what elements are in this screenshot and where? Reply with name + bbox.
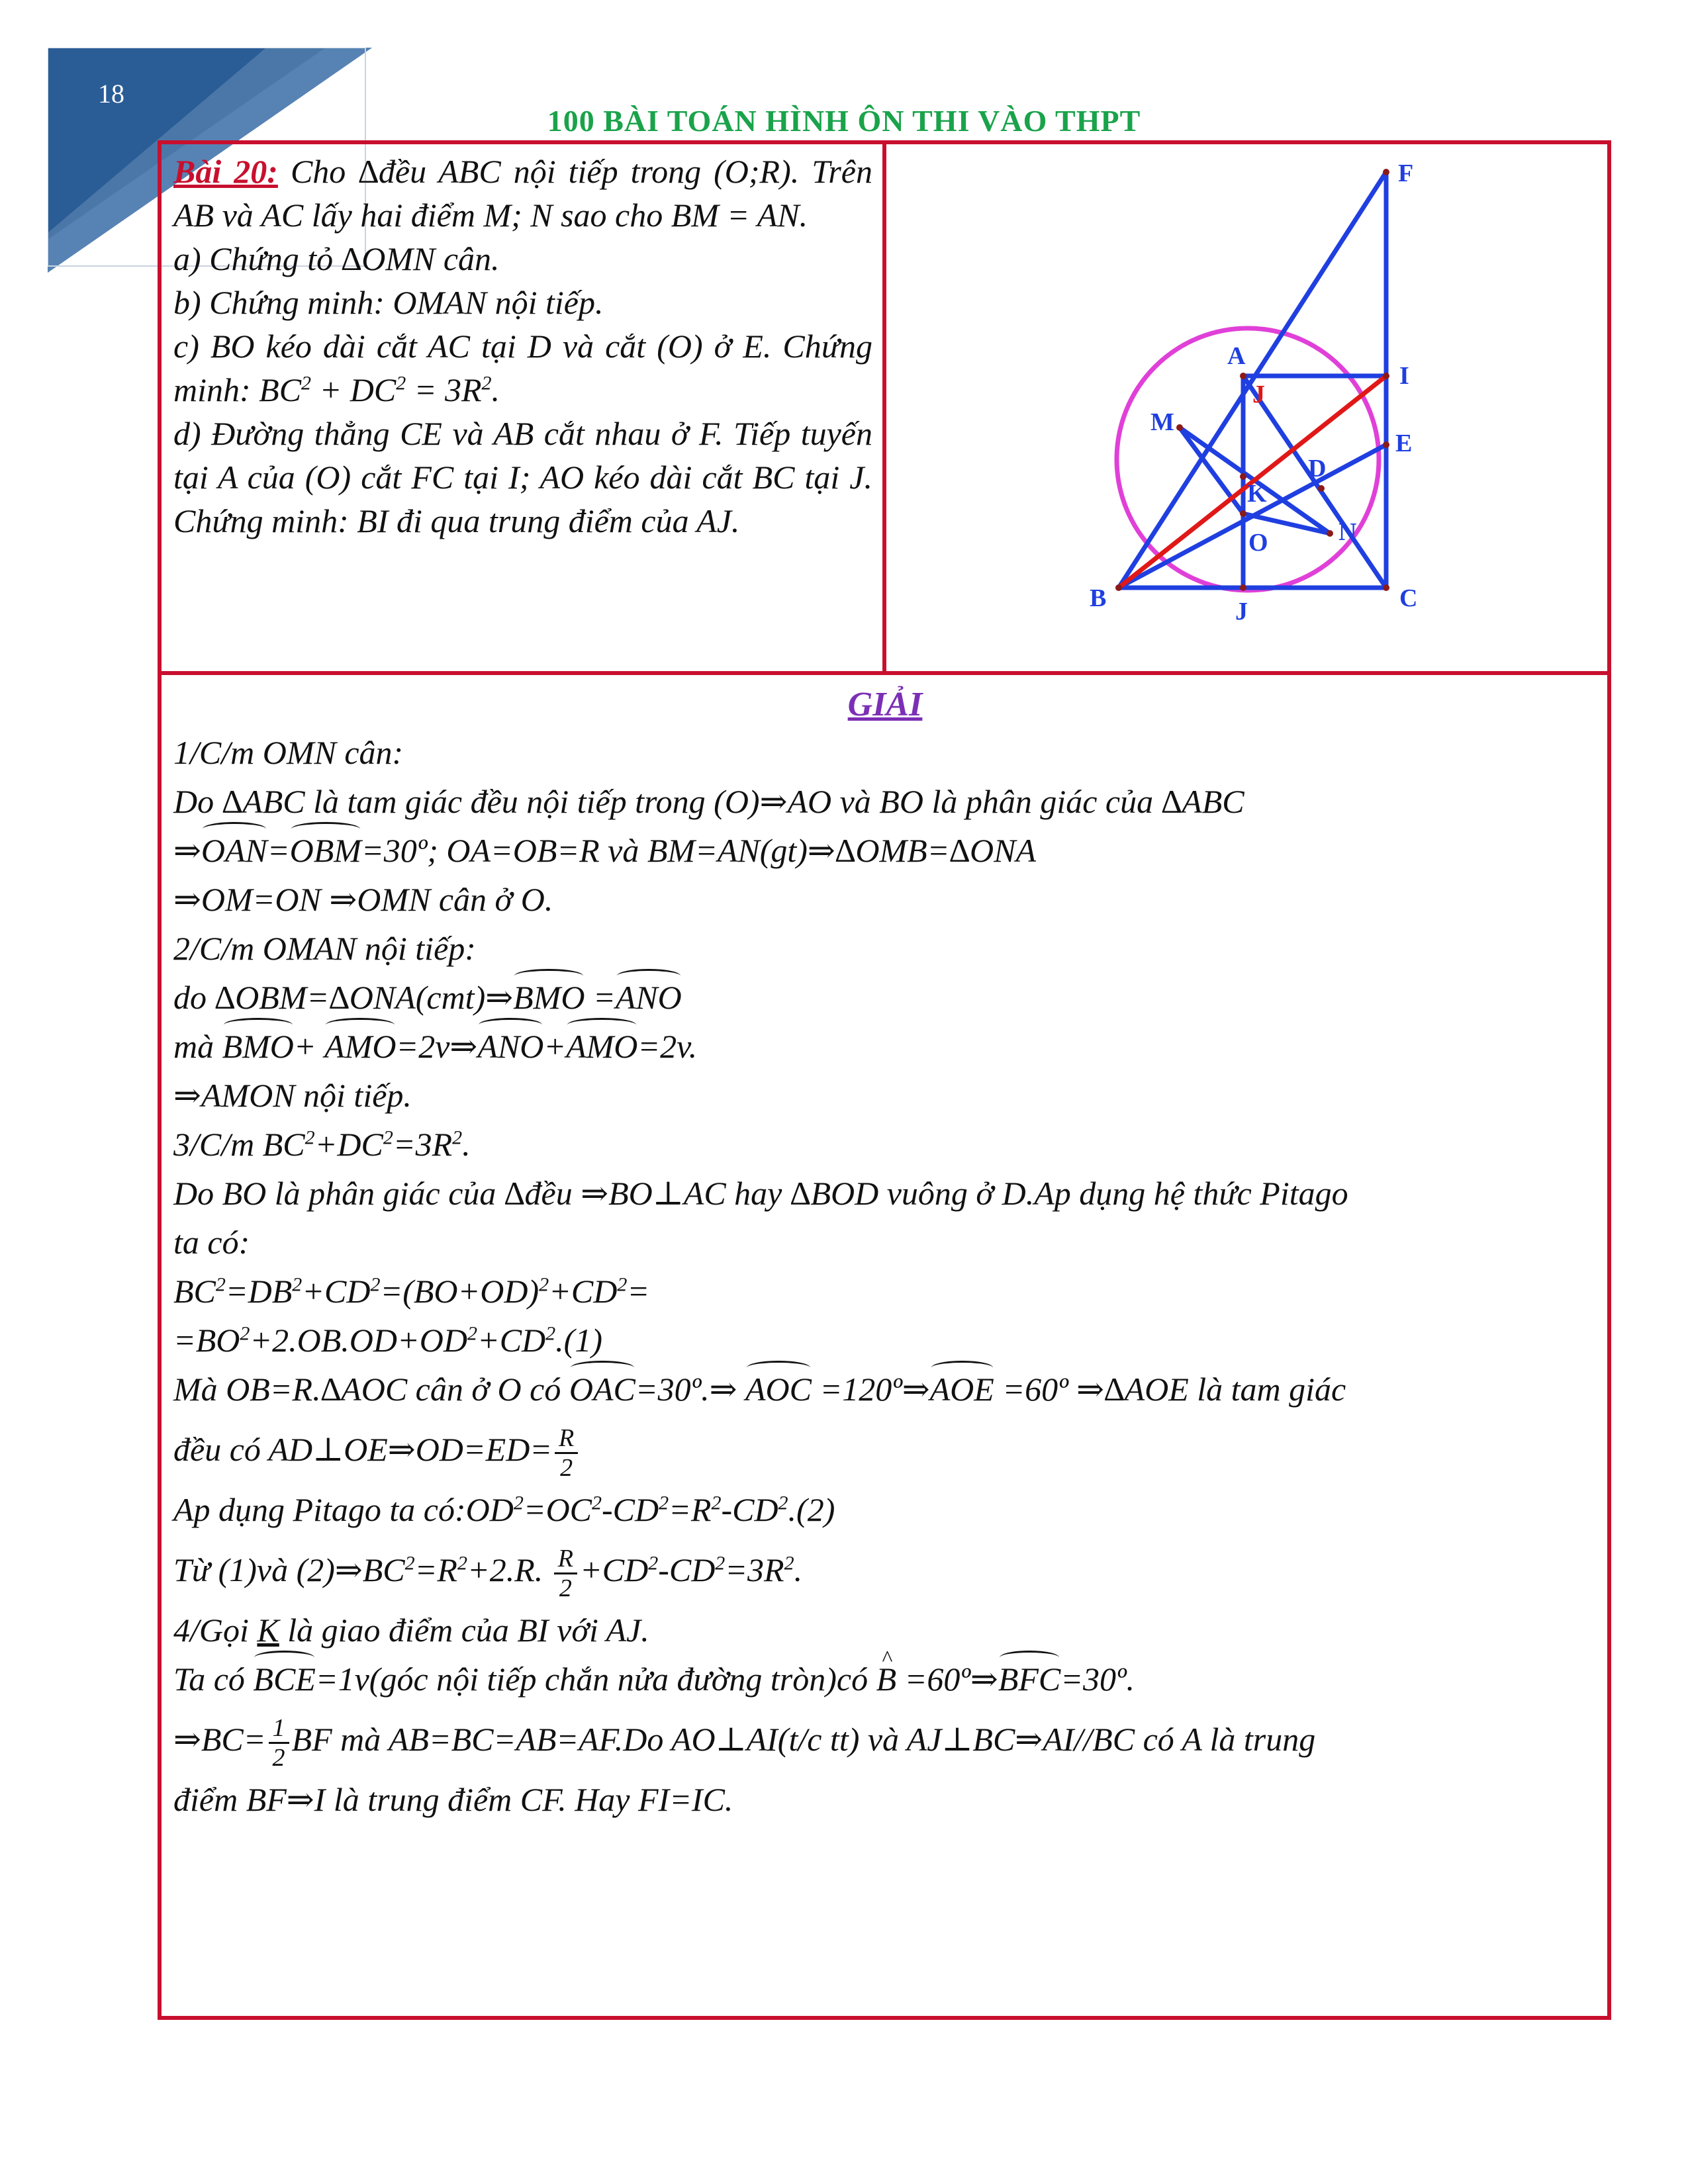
fraction-r-over-2: $\frac{R}{2}$ bbox=[554, 1545, 577, 1602]
label-e: E bbox=[1395, 430, 1413, 457]
label-b: B bbox=[1090, 584, 1107, 612]
label-m: M bbox=[1150, 408, 1174, 436]
label-c: C bbox=[1399, 584, 1418, 612]
solution-section bbox=[173, 682, 1597, 1824]
solution-part1-heading: 1/C/m OMN cân: bbox=[173, 734, 404, 771]
solution-line: đều có AD⊥OE⇒OD=ED= $\frac{R}{2}$ bbox=[173, 1414, 1597, 1485]
solution-line: Mà OB=R.∆AOC cân ở O có OAC=30º.⇒ AOC =120º⇒AOE =60º ⇒∆AOE là tam giác bbox=[173, 1365, 1597, 1414]
label-f: F bbox=[1398, 159, 1414, 187]
label-a: A bbox=[1227, 342, 1246, 370]
page-title: 100 BÀI TOÁN HÌNH ÔN THI VÀO THPT bbox=[547, 104, 1141, 138]
circle-o bbox=[1117, 328, 1379, 590]
solution-line: Do ∆ABC là tam giác đều nội tiếp trong (O)⇒AO và BO là phân giác của ∆ABC bbox=[173, 783, 1244, 820]
problem-statement bbox=[173, 150, 872, 543]
problem-part-d: d) Đường thẳng CE và AB cắt nhau ở F. Tiếp tuyến tại A của (O) cắt FC tại I; AO kéo dài cắt BC tại J. Chứng minh: BI đi qua trung điểm của AJ. bbox=[173, 415, 872, 539]
solution-line: Ap dụng Pitago ta $có:OD^2=OC^2-CD^2=R^2-CD^2.(2)$ bbox=[173, 1491, 835, 1528]
solution-line: điểm BF⇒I là trung điểm CF. Hay FI=IC. bbox=[173, 1781, 733, 1818]
page-number: 18 bbox=[98, 79, 124, 109]
solution-title: GIẢI bbox=[847, 686, 923, 723]
problem-part-c: c) BO kéo dài cắt AC tại D và cắt (O) ở E. Chứng minh: $BC^2 + DC^2 = 3R^2$. bbox=[173, 328, 872, 408]
solution-part2-heading: 2/C/m OMAN nội tiếp: bbox=[173, 930, 476, 967]
solution-line: $=BO^2+2.OB.OD+OD^2+CD^2.(1)$ bbox=[173, 1322, 602, 1359]
label-k: K bbox=[1247, 480, 1267, 508]
solution-line: ⇒OM=ON ⇒OMN cân ở O. bbox=[173, 881, 553, 918]
solution-part4-heading: 4/Gọi K là giao điểm của BI với AJ. bbox=[173, 1612, 649, 1649]
solution-line: Ta có BCE=1v(góc nội tiếp chắn nửa đường tròn)có ^ B =60º⇒BFC=30º. bbox=[173, 1655, 1597, 1704]
solution-line: $BC^2=DB^2+CD^2=(BO+OD)^2+CD^2=$ bbox=[173, 1273, 650, 1310]
solution-line: ⇒BC= $\frac{1}{2}$ BF mà AB=BC=AB=AF.Do AO⊥AI(t/c tt) và AJ⊥BC⇒AI//BC có A là trung bbox=[173, 1714, 1316, 1772]
solution-line: Do BO là phân giác của ∆đều ⇒BO⊥AC hay ∆BOD vuông ở D.Ap dụng hệ thức Pitago bbox=[173, 1175, 1348, 1212]
solution-line: ta có: bbox=[173, 1224, 250, 1261]
label-o: O bbox=[1248, 529, 1268, 557]
fraction-1-over-2: $\frac{1}{2}$ bbox=[269, 1714, 289, 1772]
solution-line: Từ (1)và $(2)\Rightarrow BC^2=R^2+2.R$. $\frac{R}{2}$ $+CD^2-CD^2=3R^2$. bbox=[173, 1545, 803, 1603]
label-i: I bbox=[1399, 362, 1409, 390]
solution-line: do ∆OBM=∆ONA(cmt)⇒BMO =ANO bbox=[173, 973, 1597, 1022]
problem-part-a: a) Chứng tỏ ∆OMN cân. bbox=[173, 240, 500, 277]
label-n: N bbox=[1338, 518, 1357, 546]
problem-title: Bài 20: bbox=[173, 153, 278, 190]
label-d: D bbox=[1308, 455, 1327, 482]
frame-divider-vertical bbox=[882, 140, 886, 675]
solution-line: ⇒AMON nội tiếp. bbox=[173, 1077, 412, 1114]
geometry-figure bbox=[888, 146, 1609, 672]
solution-part3-heading: 3/C/m $BC^2+DC^2=3R^2$. bbox=[173, 1126, 471, 1163]
solution-line: ⇒OAN=OBM=30º; OA=OB=R và BM=AN(gt)⇒∆OMB=∆ONA bbox=[173, 826, 1597, 875]
fraction-r-over-2: $\frac{R}{2}$ bbox=[555, 1424, 578, 1482]
label-j-top: J bbox=[1252, 381, 1265, 408]
solution-line: mà BMO+ AMO=2v⇒ANO+AMO=2v. bbox=[173, 1022, 1597, 1071]
label-j: J bbox=[1235, 598, 1248, 625]
problem-intro: Bài 20: Cho ∆đều ABC nội tiếp trong (O;R). Trên AB và AC lấy hai điểm M; N sao cho BM = AN. bbox=[173, 153, 872, 234]
problem-part-b: b) Chứng minh: OMAN nội tiếp. bbox=[173, 284, 604, 321]
